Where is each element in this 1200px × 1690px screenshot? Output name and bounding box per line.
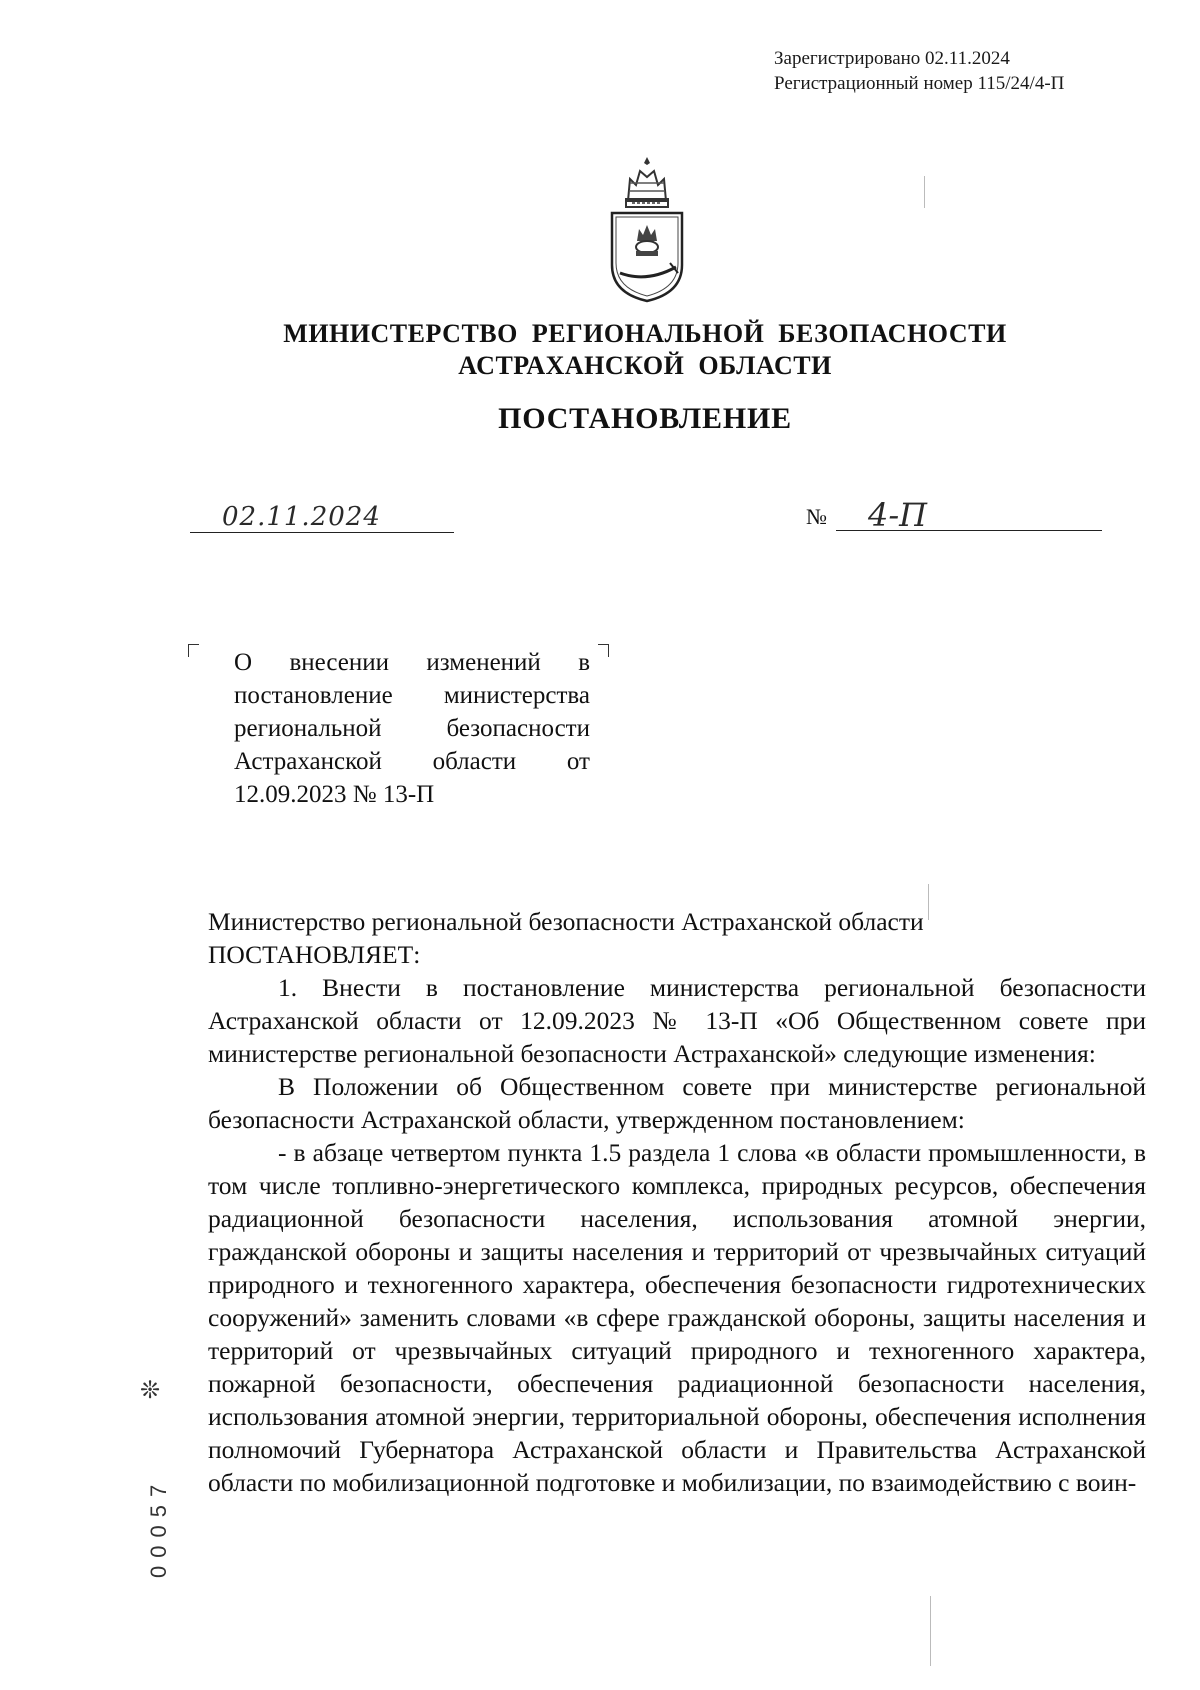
coat-of-arms-icon bbox=[606, 155, 688, 305]
document-body bbox=[208, 905, 1146, 1499]
registration-stamp bbox=[774, 46, 1064, 96]
paragraph-2: В Положении об Общественном совете при министерстве региональной безопасности Астраханской области, утвержденном постановлением: bbox=[208, 1072, 1146, 1134]
scan-artifact-line bbox=[930, 1596, 931, 1666]
number-sign: № bbox=[806, 504, 827, 529]
ministry-name-line1: МИНИСТЕРСТВО РЕГИОНАЛЬНОЙ БЕЗОПАСНОСТИ bbox=[283, 319, 1007, 348]
margin-serial-text: 00057 bbox=[146, 1476, 171, 1578]
number-underline bbox=[836, 530, 1102, 531]
document-type-title: ПОСТАНОВЛЕНИЕ bbox=[498, 402, 792, 435]
date-underline bbox=[190, 532, 454, 533]
handwritten-date: 02.11.2024 bbox=[222, 502, 381, 532]
preamble-decree: ПОСТАНОВЛЯЕТ: bbox=[208, 940, 421, 969]
registration-number: Регистрационный номер 115/24/4-П bbox=[774, 73, 1065, 94]
ministry-heading bbox=[0, 318, 1200, 382]
scan-artifact-line bbox=[924, 176, 925, 208]
paragraph-3: - в абзаце четвертом пункта 1.5 раздела 1 слова «в области промышленности, в том числе топливно-энергетического комплекса, природных ресурсов, обеспечения радиационной безопасности населения, использования атомной энергии, гражданской обороны и защиты населения и территорий от чрезвычайных ситуаций природного и техногенного характера, обеспечения безопасности гидротехнических сооружений» заменить словами «в сфере гражданской обороны, защиты населения и территорий от чрезвычайных ситуаций природного и техногенного характера, пожарной безопасности, обеспечения радиационной безопасности населения, использования атомной энергии, территориальной обороны, обеспечения исполнения полномочий Губернатора Астраханской области и Правительства Астраханской области по мобилизационной подготовке и мобилизации, по взаимодействию с воин- bbox=[208, 1138, 1146, 1497]
preamble-line: Министерство региональной безопасности Астраханской области bbox=[208, 907, 924, 936]
paragraph-1: 1. Внести в постановление министерства региональной безопасности Астраханской области от 12.09.2023 № 13-П «Об Общественном совете при министерстве региональной безопасности Астраханской» следующие изменения: bbox=[208, 973, 1146, 1068]
handwritten-number: 4-П bbox=[868, 496, 928, 534]
ministry-name-line2: АСТРАХАНСКОЙ ОБЛАСТИ bbox=[458, 351, 832, 380]
scan-artifact-line bbox=[928, 884, 929, 920]
document-subject: О внесении изменений в постановление министерства региональной безопасности Астраханской области от 12.09.2023 № 13-П bbox=[234, 649, 590, 808]
subject-bracket-left bbox=[188, 644, 199, 657]
margin-flower-icon: ❊ bbox=[140, 1378, 161, 1404]
margin-serial-number bbox=[118, 1438, 198, 1578]
subject-bracket-right bbox=[598, 644, 609, 657]
registration-date: Зарегистрировано 02.11.2024 bbox=[774, 48, 1010, 69]
